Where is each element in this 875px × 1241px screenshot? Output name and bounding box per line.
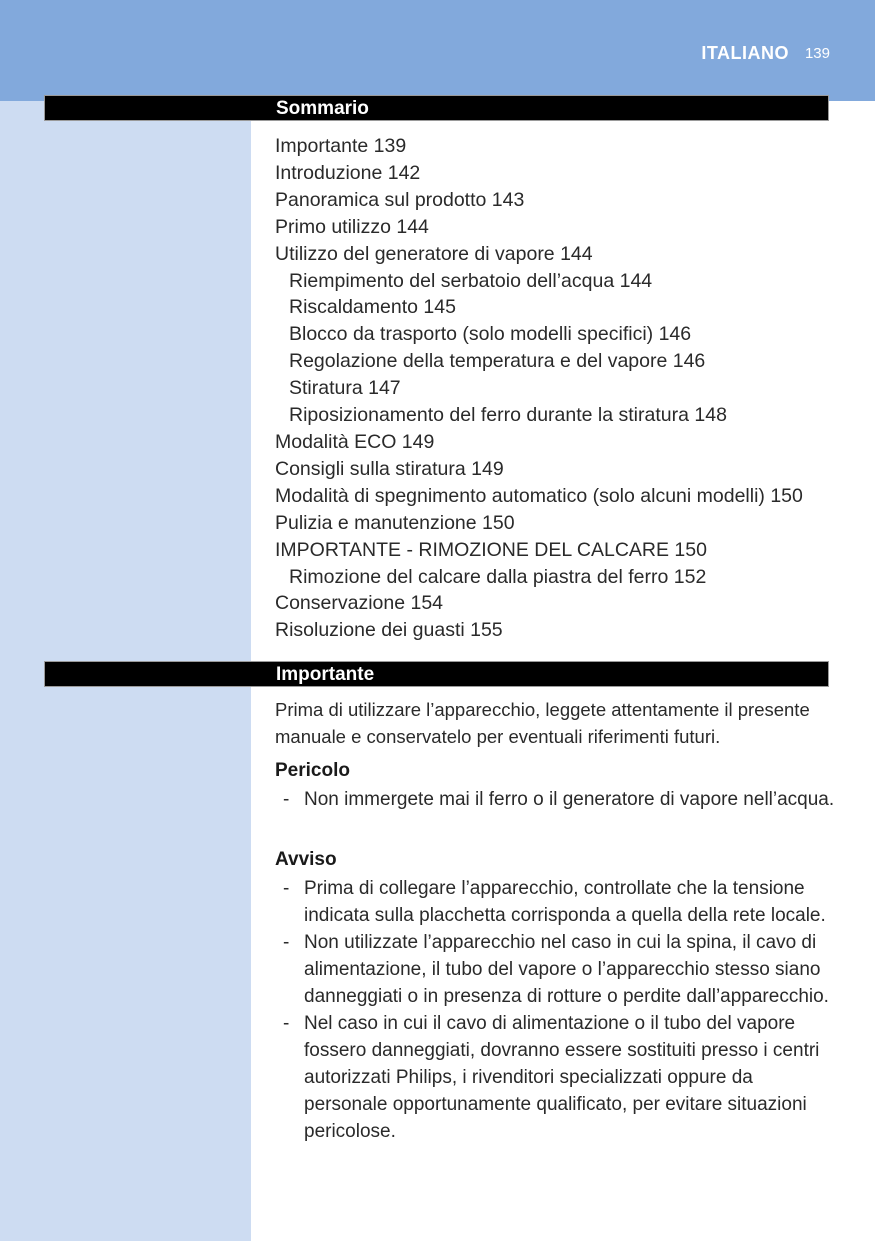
toc-subitem: Riposizionamento del ferro durante la stiratura 148 [289,404,727,427]
toc-item: Introduzione 142 [275,161,421,184]
toc-title: Sommario [276,98,369,119]
bullet-dash: - [283,1013,290,1034]
important-intro: Prima di utilizzare l’apparecchio, leggete attentamente il presente manuale e conservatelo per eventuali riferimenti futuri. [275,699,810,747]
warning-list [275,875,835,1145]
important-title-bar [44,661,829,687]
bullet-item [275,1010,835,1145]
bullet-item [275,929,835,1010]
toc-item: Consigli sulla stiratura 149 [275,457,504,480]
bullet-dash: - [283,789,290,810]
danger-heading: Pericolo [275,760,350,781]
bullet-dash: - [283,878,290,899]
toc-title-bar [44,95,829,121]
toc-item: Pulizia e manutenzione 150 [275,511,515,534]
bullet-text: Prima di collegare l’apparecchio, controllate che la tensione indicata sulla placchetta corrisponda a quella della rete locale. [304,878,826,926]
toc-item: Primo utilizzo 144 [275,215,429,238]
bullet-item [275,786,835,813]
toc-subitem: Riscaldamento 145 [289,296,456,319]
toc-item: Risoluzione dei guasti 155 [275,619,503,642]
toc-subitem: Rimozione del calcare dalla piastra del ferro 152 [289,565,707,588]
toc-item: Utilizzo del generatore di vapore 144 [275,242,593,265]
toc-item: Importante 139 [275,135,407,157]
toc-subitem: Regolazione della temperatura e del vapore 146 [289,350,706,373]
language-label: ITALIANO [701,43,789,63]
toc-item: Panoramica sul prodotto 143 [275,188,525,211]
toc-item: Conservazione 154 [275,592,444,615]
bullet-item [275,875,835,929]
toc-subitem: Stiratura 147 [289,377,401,400]
page-number: 139 [804,45,830,62]
toc-subitem: Blocco da trasporto (solo modelli specifici) 146 [289,323,692,346]
toc-item: Modalità di spegnimento automatico (solo alcuni modelli) 150 [275,484,803,507]
toc-item: Modalità ECO 149 [275,430,435,453]
warning-heading: Avviso [275,849,337,870]
important-title: Importante [276,664,375,685]
table-of-contents [275,133,803,644]
danger-list [275,786,835,813]
bullet-text: Non utilizzate l’apparecchio nel caso in cui la spina, il cavo di alimentazione, il tubo del vapore o l’apparecchio stesso siano danneggiati o in presenza di rotture o perdite dall’apparecchio. [304,932,829,1007]
bullet-dash: - [283,932,290,953]
bullet-text: Non immergete mai il ferro o il generatore di vapore nell’acqua. [304,789,835,810]
bullet-text: Nel caso in cui il cavo di alimentazione o il tubo del vapore fossero danneggiati, dovranno essere sostituiti presso i centri autorizzati Philips, i rivenditori specializzati oppure da personale opportunamente qualificato, per evitare situazioni pericolose. [304,1013,820,1142]
toc-item: IMPORTANTE - RIMOZIONE DEL CALCARE 150 [275,538,707,561]
toc-subitem: Riempimento del serbatoio dell’acqua 144 [289,269,653,292]
